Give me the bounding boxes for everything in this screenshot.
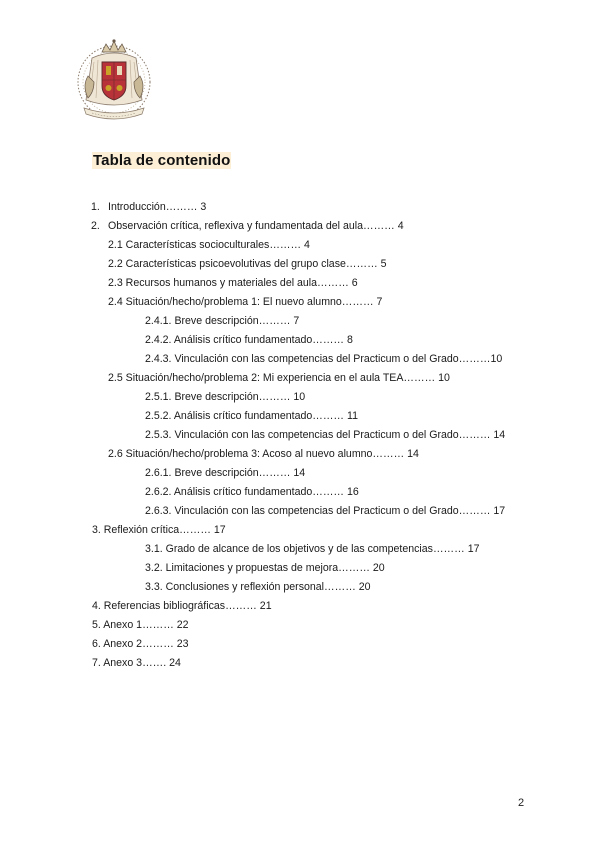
toc-entry[interactable]: 3.3. Conclusiones y reflexión personal……… 20 xyxy=(145,581,371,593)
toc-entry[interactable]: 5. Anexo 1……… 22 xyxy=(92,619,189,631)
toc-entry[interactable]: 2.6 Situación/hecho/problema 3: Acoso al nuevo alumno……… 14 xyxy=(108,448,419,460)
toc-entry[interactable]: 2.3 Recursos humanos y materiales del aula……… 6 xyxy=(108,277,358,289)
toc-entry[interactable]: 7. Anexo 3……. 24 xyxy=(92,657,181,669)
toc-entry[interactable]: 2.5.3. Vinculación con las competencias del Practicum o del Grado……… 14 xyxy=(145,429,506,441)
toc-entry[interactable] xyxy=(91,219,404,233)
toc-entry[interactable]: 2.1 Características socioculturales……… 4 xyxy=(108,239,310,251)
toc-entry-number: 2. xyxy=(91,220,100,232)
page-number: 2 xyxy=(518,797,525,809)
toc-entry[interactable]: 2.4 Situación/hecho/problema 1: El nuevo alumno……… 7 xyxy=(108,296,383,308)
toc-entry[interactable]: 3.1. Grado de alcance de los objetivos y de las competencias……… 17 xyxy=(145,543,480,555)
toc-entry-text: Observación crítica, reflexiva y fundamentada del aula……… 4 xyxy=(108,220,404,232)
toc-entry[interactable]: 2.5.1. Breve descripción……… 10 xyxy=(145,391,306,403)
toc-entry[interactable]: 4. Referencias bibliográficas……… 21 xyxy=(92,600,272,612)
toc-entry[interactable] xyxy=(91,200,206,214)
toc-title: Tabla de contenido xyxy=(93,152,231,169)
toc-entry[interactable]: 2.4.2. Análisis crítico fundamentado……… 8 xyxy=(145,334,353,346)
toc-entry[interactable]: 2.2 Características psicoevolutivas del grupo clase……… 5 xyxy=(108,258,387,270)
toc-entry[interactable]: 2.5 Situación/hecho/problema 2: Mi experiencia en el aula TEA……… 10 xyxy=(108,372,450,384)
toc-entry[interactable]: 3. Reflexión crítica……… 17 xyxy=(92,524,226,536)
toc-entry[interactable]: 2.4.1. Breve descripción……… 7 xyxy=(145,315,300,327)
toc-entry[interactable]: 6. Anexo 2……… 23 xyxy=(92,638,189,650)
toc-entry[interactable]: 3.2. Limitaciones y propuestas de mejora……… 20 xyxy=(145,562,385,574)
toc-entry[interactable]: 2.5.2. Análisis crítico fundamentado……… 11 xyxy=(145,410,358,422)
toc-entry[interactable]: 2.6.3. Vinculación con las competencias del Practicum o del Grado……… 17 xyxy=(145,505,506,517)
toc-entry[interactable]: 2.6.2. Análisis crítico fundamentado……… 16 xyxy=(145,486,359,498)
toc-entry[interactable]: 2.6.1. Breve descripción……… 14 xyxy=(145,467,306,479)
toc-entry-number: 1. xyxy=(91,201,100,213)
toc-entry[interactable]: 2.4.3. Vinculación con las competencias del Practicum o del Grado………10 xyxy=(145,353,503,365)
toc-entry-text: Introducción……… 3 xyxy=(108,201,207,213)
